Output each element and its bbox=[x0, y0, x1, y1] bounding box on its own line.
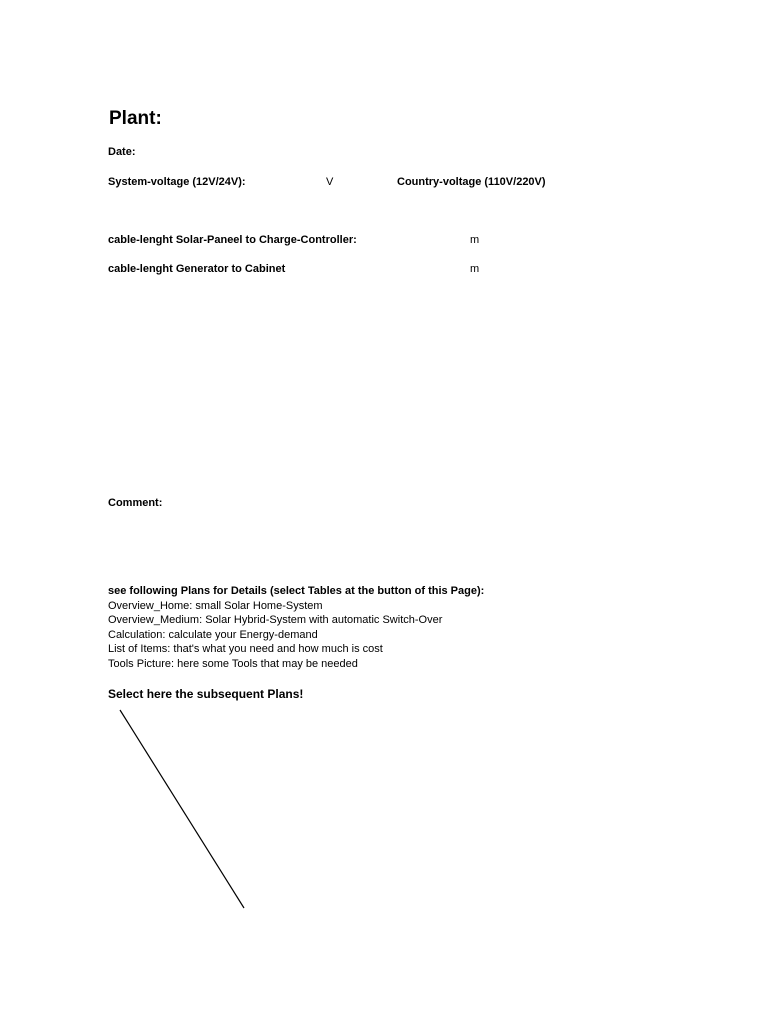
cable-solar-unit: m bbox=[470, 234, 480, 246]
pointer-line bbox=[120, 710, 244, 908]
comment-label: Comment: bbox=[108, 497, 163, 509]
date-label: Date: bbox=[108, 146, 136, 158]
system-voltage-unit: V bbox=[326, 176, 334, 188]
cable-generator-unit: m bbox=[470, 263, 480, 275]
cable-generator-label: cable-lenght Generator to Cabinet bbox=[108, 263, 286, 275]
country-voltage-label: Country-voltage (110V/220V) bbox=[397, 176, 546, 188]
plan-item-tools-picture: Tools Picture: here some Tools that may be needed bbox=[108, 657, 358, 670]
plan-item-overview-home: Overview_Home: small Solar Home-System bbox=[108, 599, 323, 612]
page-title: Plant: bbox=[109, 108, 162, 129]
plan-item-list-of-items: List of Items: that's what you need and how much is cost bbox=[108, 643, 383, 655]
plans-heading: see following Plans for Details (select Tables at the button of this Page): bbox=[108, 585, 485, 597]
plan-item-overview-medium: Overview_Medium: Solar Hybrid-System with automatic Switch-Over bbox=[108, 614, 443, 626]
select-plans-label: Select here the subsequent Plans! bbox=[108, 687, 304, 701]
plans-list bbox=[108, 584, 484, 671]
plan-item-calculation: Calculation: calculate your Energy-demand bbox=[108, 628, 318, 641]
cable-solar-label: cable-lenght Solar-Paneel to Charge-Controller: bbox=[108, 234, 357, 246]
system-voltage-label: System-voltage (12V/24V): bbox=[108, 176, 246, 188]
